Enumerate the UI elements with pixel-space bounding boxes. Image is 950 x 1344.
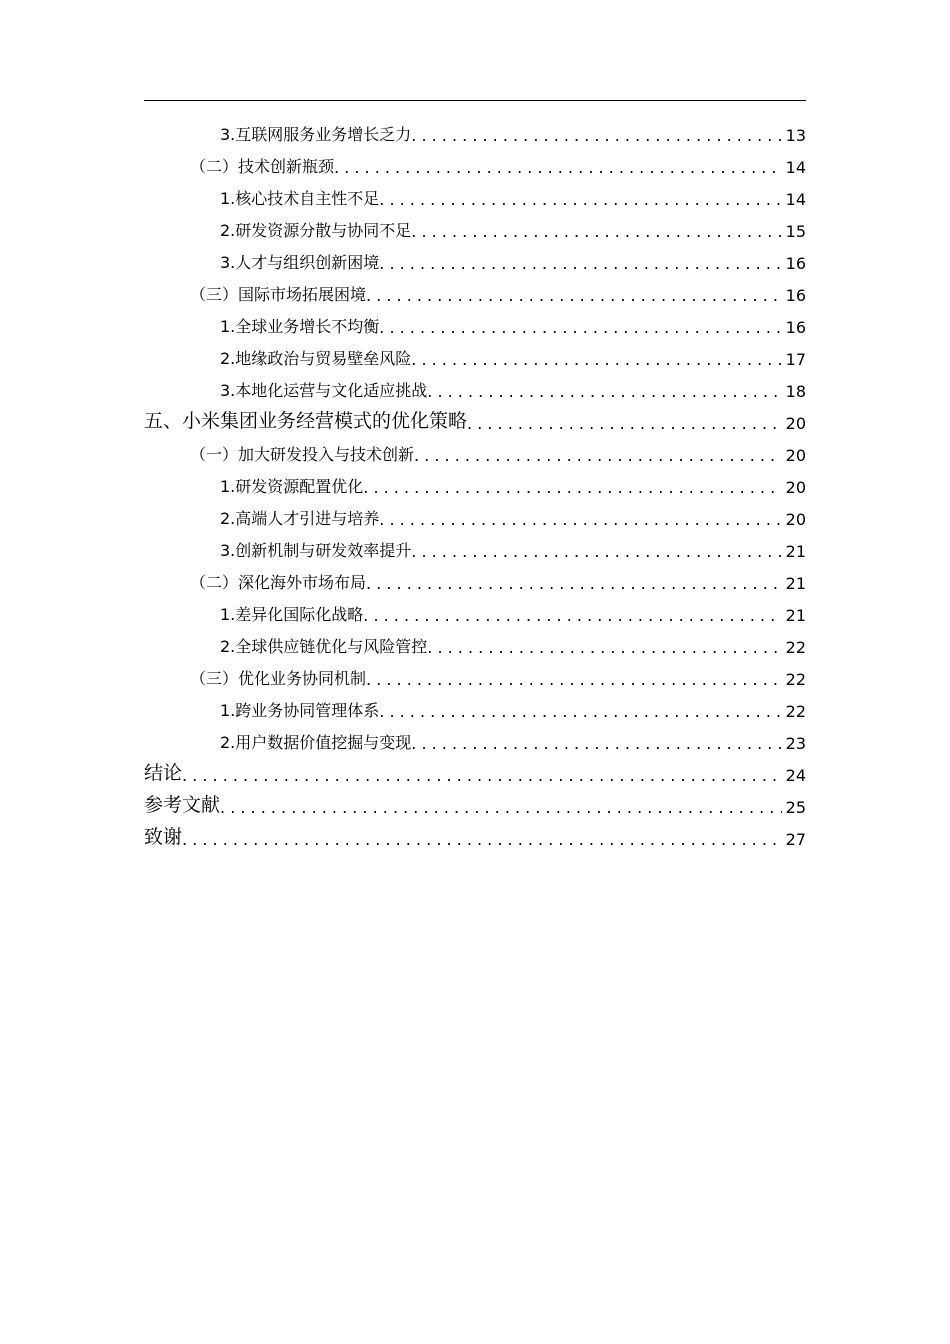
toc-entry-title: 3.人才与组织创新困境	[220, 253, 380, 272]
toc-page-number: 14	[785, 190, 806, 209]
toc-entry-title: 1.跨业务协同管理体系	[220, 701, 380, 720]
toc-entry-title: 致谢	[144, 826, 183, 848]
toc-page-number: 16	[785, 286, 806, 305]
toc-page-number: 16	[785, 318, 806, 337]
toc-entry-title: 3.本地化运营与文化适应挑战	[220, 381, 428, 400]
toc-dot-leader	[334, 158, 782, 180]
toc-page-number: 20	[785, 414, 806, 433]
toc-entry-title: （二）技术创新瓶颈	[190, 157, 335, 176]
toc-dot-leader	[411, 350, 781, 372]
toc-dot-leader	[366, 286, 782, 308]
toc-page-number: 27	[785, 830, 806, 849]
toc-entry-title: 1.研发资源配置优化	[220, 477, 364, 496]
toc-dot-leader	[182, 830, 782, 852]
toc-dot-leader	[220, 798, 782, 820]
toc-entry[interactable]	[144, 532, 806, 564]
toc-dot-leader	[379, 318, 781, 340]
toc-entry-title: 五、小米集团业务经营模式的优化策略	[144, 410, 468, 432]
toc-page-number: 21	[785, 542, 806, 561]
toc-entry[interactable]	[144, 660, 806, 692]
toc-dot-leader	[379, 254, 781, 276]
toc-dot-leader	[414, 446, 782, 468]
toc-page-number: 22	[785, 670, 806, 689]
toc-page-number: 20	[785, 446, 806, 465]
toc-entry[interactable]	[144, 756, 806, 788]
toc-entry[interactable]	[144, 372, 806, 404]
toc-entry-title: 2.高端人才引进与培养	[220, 509, 380, 528]
toc-entry[interactable]	[144, 340, 806, 372]
toc-entry-title: （三）国际市场拓展困境	[190, 285, 367, 304]
toc-entry[interactable]	[144, 436, 806, 468]
toc-page-number: 14	[785, 158, 806, 177]
toc-entry-title: （二）深化海外市场布局	[190, 573, 367, 592]
toc-page-number: 21	[785, 574, 806, 593]
toc-entry[interactable]	[144, 692, 806, 724]
toc-entry[interactable]	[144, 788, 806, 820]
toc-dot-leader	[427, 382, 781, 404]
toc-entry[interactable]	[144, 180, 806, 212]
toc-entry-title: 2.研发资源分散与协同不足	[220, 221, 412, 240]
toc-entry[interactable]	[144, 244, 806, 276]
toc-page-number: 17	[785, 350, 806, 369]
toc-dot-leader	[366, 670, 782, 692]
toc-entry-title: 结论	[144, 762, 183, 784]
toc-page-number: 15	[785, 222, 806, 241]
toc-entry-title: 2.全球供应链优化与风险管控	[220, 637, 428, 656]
toc-entry-title: 2.地缘政治与贸易壁垒风险	[220, 349, 412, 368]
toc-entry[interactable]	[144, 276, 806, 308]
toc-entry[interactable]	[144, 308, 806, 340]
toc-page-number: 21	[785, 606, 806, 625]
toc-dot-leader	[467, 414, 782, 436]
toc-entry[interactable]	[144, 596, 806, 628]
toc-dot-leader	[379, 510, 781, 532]
toc-page-number: 13	[785, 126, 806, 145]
toc-entry[interactable]	[144, 212, 806, 244]
toc-entry[interactable]	[144, 116, 806, 148]
toc-page-number: 16	[785, 254, 806, 273]
toc-entry[interactable]	[144, 500, 806, 532]
toc-page-number: 22	[785, 702, 806, 721]
toc-entry[interactable]	[144, 724, 806, 756]
toc-entry[interactable]	[144, 148, 806, 180]
toc-entry-title: 1.差异化国际化战略	[220, 605, 364, 624]
toc-page-number: 24	[785, 766, 806, 785]
toc-dot-leader	[182, 766, 782, 788]
toc-entry-title: 2.用户数据价值挖掘与变现	[220, 733, 412, 752]
toc-dot-leader	[366, 574, 782, 596]
toc-dot-leader	[411, 734, 781, 756]
toc-dot-leader	[411, 222, 781, 244]
toc-entry[interactable]	[144, 564, 806, 596]
toc-entry-title: 参考文献	[144, 794, 221, 816]
toc-page-number: 25	[785, 798, 806, 817]
toc-entry[interactable]	[144, 468, 806, 500]
toc-dot-leader	[363, 478, 781, 500]
toc-dot-leader	[411, 542, 781, 564]
toc-entry-title: 3.互联网服务业务增长乏力	[220, 125, 412, 144]
toc-dot-leader	[379, 190, 781, 212]
toc-page-number: 20	[785, 478, 806, 497]
toc-entry-title: （三）优化业务协同机制	[190, 669, 367, 688]
toc-dot-leader	[427, 638, 781, 660]
toc-entry-title: （一）加大研发投入与技术创新	[190, 445, 415, 464]
toc-page-number: 22	[785, 638, 806, 657]
toc-page-number: 20	[785, 510, 806, 529]
toc-entry-title: 3.创新机制与研发效率提升	[220, 541, 412, 560]
table-of-contents	[144, 116, 806, 852]
toc-entry[interactable]	[144, 404, 806, 436]
toc-page-number: 23	[785, 734, 806, 753]
toc-dot-leader	[411, 126, 781, 148]
header-rule	[144, 100, 806, 101]
toc-dot-leader	[379, 702, 781, 724]
toc-dot-leader	[363, 606, 781, 628]
toc-entry[interactable]	[144, 820, 806, 852]
toc-entry[interactable]	[144, 628, 806, 660]
toc-entry-title: 1.核心技术自主性不足	[220, 189, 380, 208]
toc-entry-title: 1.全球业务增长不均衡	[220, 317, 380, 336]
toc-page-number: 18	[785, 382, 806, 401]
